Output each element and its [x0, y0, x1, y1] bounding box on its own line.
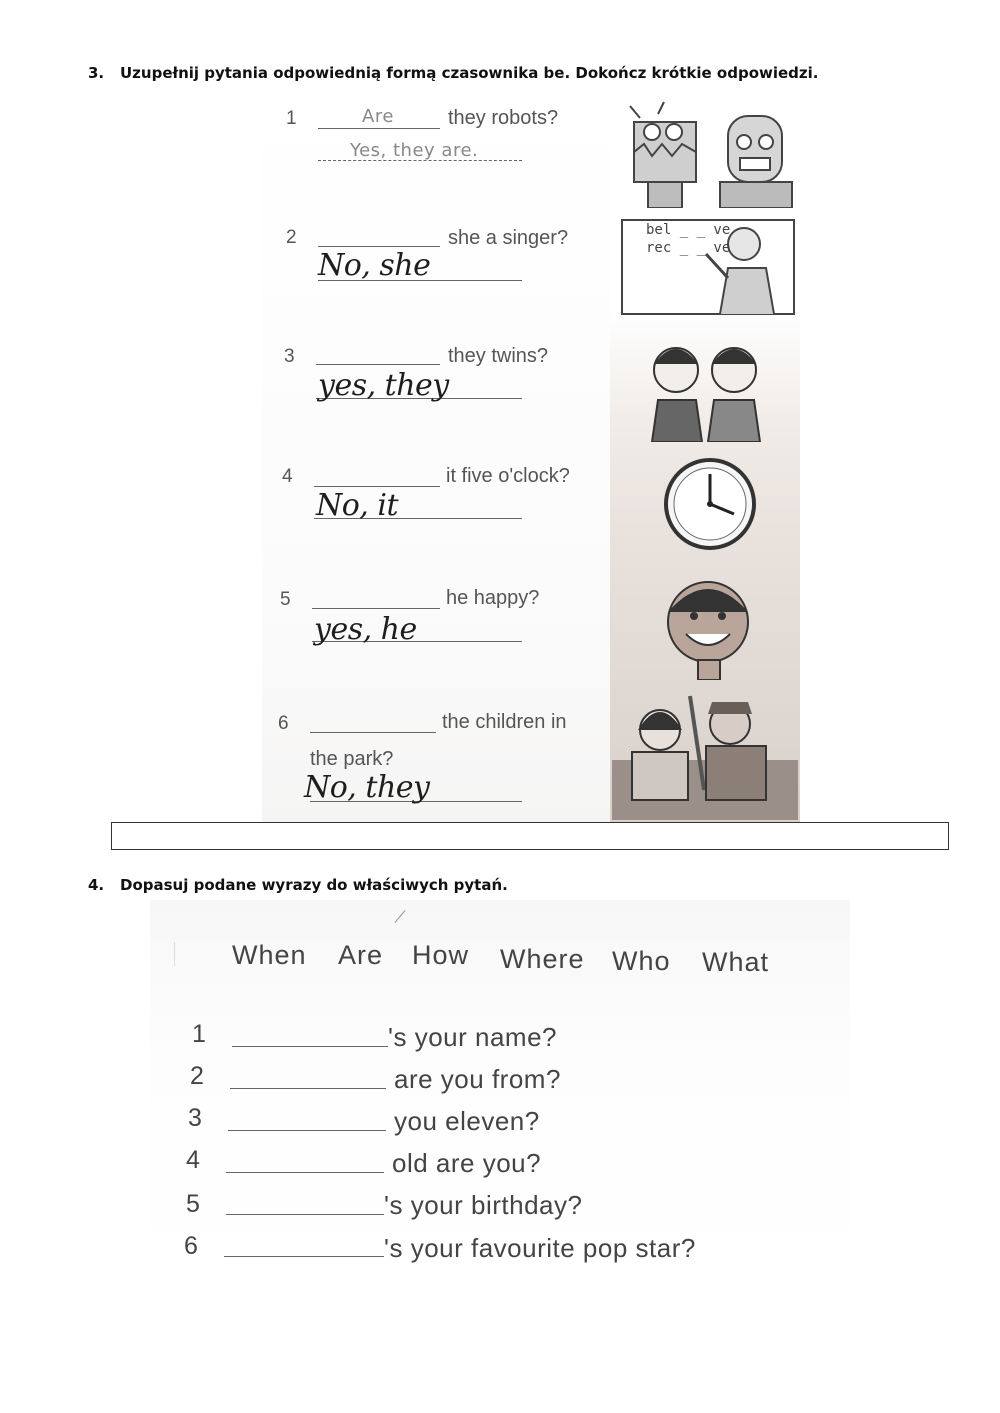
question-text: he happy? — [446, 587, 540, 609]
question-text: old are you? — [392, 1148, 542, 1178]
question-text: 's your favourite pop star? — [384, 1233, 696, 1263]
answer-blank[interactable] — [310, 732, 436, 733]
answer-blank[interactable] — [314, 486, 440, 487]
board-text-2: rec _ _ ve — [646, 240, 731, 256]
question-text: 's your name? — [388, 1022, 557, 1052]
exercise-4-instruction: Dopasuj podane wyrazy do właściwych pytań. — [120, 876, 508, 894]
handwritten-answer: yes, he — [314, 612, 417, 647]
answer-blank[interactable] — [230, 1088, 386, 1089]
question-text: 's your birthday? — [384, 1190, 583, 1220]
board-text-1: bel _ _ ve — [646, 222, 731, 238]
exercise-4-number: 4. — [88, 876, 105, 894]
question-number: 6 — [278, 713, 289, 734]
page-mark — [174, 942, 175, 966]
robots-picture — [612, 100, 797, 208]
question-text: she a singer? — [448, 227, 569, 249]
happy-boy-picture — [650, 572, 768, 680]
question-text: they twins? — [448, 345, 549, 367]
handwritten-answer: No, she — [318, 248, 431, 283]
question-number: 3 — [188, 1104, 202, 1132]
question-number: 1 — [286, 108, 297, 129]
question-number: 4 — [282, 466, 293, 487]
children-picture — [612, 690, 798, 820]
question-number: 4 — [186, 1146, 200, 1174]
exercise-3-number: 3. — [88, 64, 105, 82]
answer-blank[interactable] — [228, 1130, 386, 1131]
exercise-4-heading — [88, 876, 508, 894]
question-text-continued: the park? — [310, 748, 394, 770]
question-number: 2 — [286, 227, 297, 248]
question-text: they robots? — [448, 107, 559, 129]
question-number: 2 — [190, 1062, 204, 1090]
word-bank-item[interactable]: What — [702, 947, 770, 977]
handwritten-answer: No, they — [304, 770, 430, 805]
answer-blank[interactable] — [226, 1214, 384, 1215]
answer-box[interactable] — [111, 822, 949, 850]
word-bank-item[interactable]: Are — [338, 940, 384, 970]
word-bank-item[interactable]: Where — [500, 944, 585, 974]
word-bank-item[interactable]: When — [232, 940, 307, 970]
answer-blank[interactable] — [316, 364, 440, 365]
exercise-3-instruction: Uzupełnij pytania odpowiednią formą czasownika be. Dokończ krótkie odpowiedzi. — [120, 64, 819, 82]
word-bank-item[interactable]: How — [412, 940, 470, 970]
printed-answer: Are — [362, 106, 394, 127]
word-bank-item[interactable]: Who — [612, 946, 671, 976]
answer-blank[interactable] — [232, 1046, 388, 1047]
answer-blank[interactable] — [224, 1256, 384, 1257]
question-text: it five o'clock? — [446, 465, 570, 487]
question-number: 1 — [192, 1020, 206, 1048]
handwritten-answer: yes, they — [318, 368, 449, 403]
question-number: 5 — [280, 589, 291, 610]
question-text: are you from? — [394, 1064, 561, 1094]
question-number: 5 — [186, 1190, 200, 1218]
twins-picture — [644, 334, 768, 442]
question-number: 3 — [284, 346, 295, 367]
question-text: you eleven? — [394, 1106, 540, 1136]
answer-blank[interactable] — [226, 1172, 384, 1173]
answer-blank[interactable] — [318, 128, 440, 129]
question-text: the children in — [442, 711, 567, 733]
handwritten-answer: No, it — [316, 488, 399, 523]
clock-picture — [664, 456, 758, 556]
answer-blank[interactable] — [318, 246, 440, 247]
printed-short-answer: Yes, they are. — [350, 140, 479, 161]
exercise-3-heading — [88, 64, 818, 82]
question-number: 6 — [184, 1232, 198, 1260]
answer-blank[interactable] — [312, 608, 440, 609]
